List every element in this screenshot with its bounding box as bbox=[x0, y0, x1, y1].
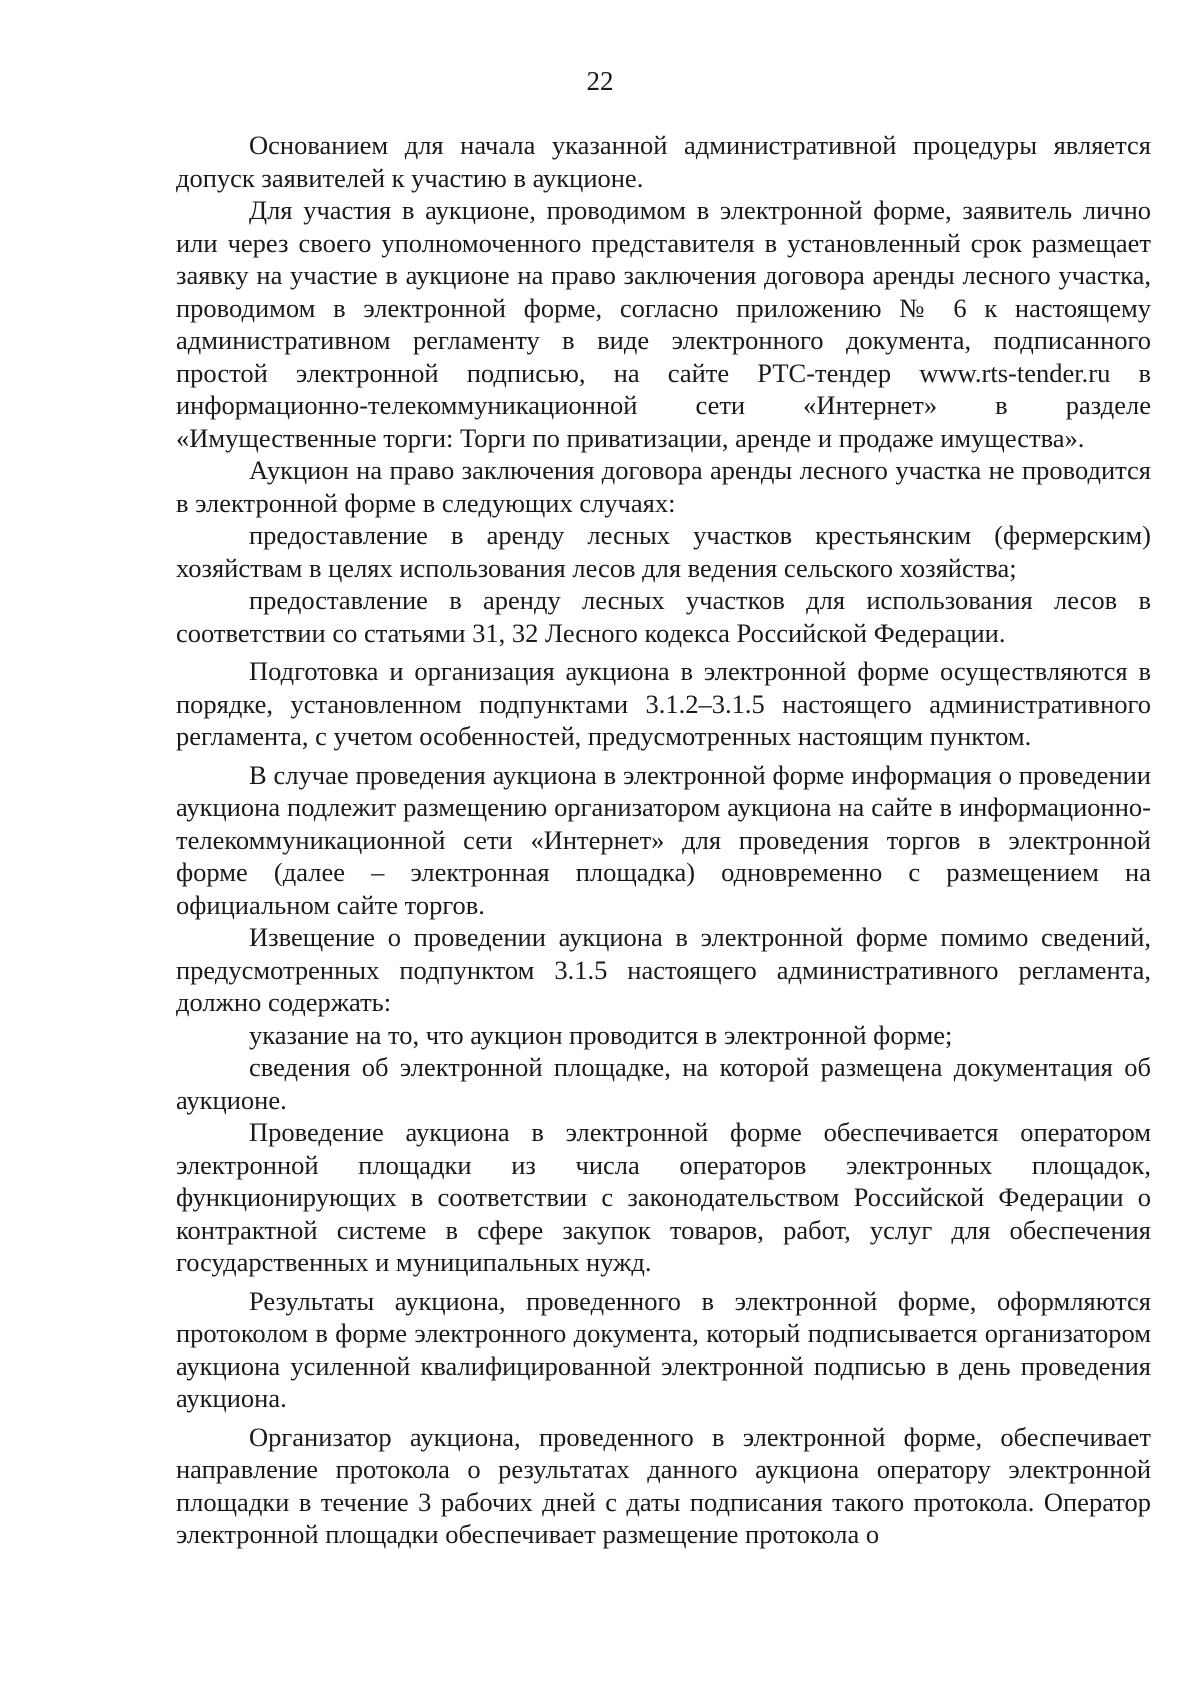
page-number: 22 bbox=[586, 66, 614, 96]
paragraph: Основанием для начала указанной административной процедуры является допуск заявителей к участию в аукционе. bbox=[176, 130, 1151, 193]
paragraph: Аукцион на право заключения договора аренды лесного участка не проводится в электронной форме в следующих случаях: bbox=[176, 455, 1151, 518]
paragraph: Проведение аукциона в электронной форме обеспечивается оператором электронной площадки из числа операторов электронных площадок, функционирующих в соответствии с законодательством Российской Федерации о контрактной системе в сфере закупок товаров, работ, услуг для обеспечения государственных и муниципальных нужд. bbox=[176, 1117, 1151, 1277]
paragraph: указание на то, что аукцион проводится в электронной форме; bbox=[249, 1019, 953, 1050]
paragraph: Для участия в аукционе, проводимом в электронной форме, заявитель лично или через своего уполномоченного представителя в установленный срок размещает заявку на участие в аукционе на право заключения договора аренды лесного участка, проводимом в электронной форме, согласно приложению № 6 к настоящему административном регламенту в виде электронного документа, подписанного простой электронной подписью, на сайте РТС-тендер www.rts-tender.ru в информационно-телекоммуникационной сети «Интернет» в разделе «Имущественные торги: Торги по приватизации, аренде и продаже имущества». bbox=[176, 195, 1151, 453]
paragraph: предоставление в аренду лесных участков для использования лесов в соответствии со статьями 31, 32 Лесного кодекса Российской Федерации. bbox=[176, 585, 1151, 648]
paragraph: предоставление в аренду лесных участков крестьянским (фермерским) хозяйствам в целях использования лесов для ведения сельского хозяйства; bbox=[176, 520, 1151, 583]
paragraph: Извещение о проведении аукциона в электронной форме помимо сведений, предусмотренных подпунктом 3.1.5 настоящего административного регламента, должно содержать: bbox=[176, 922, 1151, 1017]
paragraph: сведения об электронной площадке, на которой размещена документация об аукционе. bbox=[176, 1052, 1151, 1115]
document-body bbox=[176, 129, 1151, 1551]
paragraph: Подготовка и организация аукциона в электронной форме осуществляются в порядке, установленном подпунктами 3.1.2–3.1.5 настоящего административного регламента, с учетом особенностей, предусмотренных настоящим пунктом. bbox=[176, 656, 1151, 751]
paragraph: Результаты аукциона, проведенного в электронной форме, оформляются протоколом в форме электронного документа, который подписывается организатором аукциона усиленной квалифицированной электронной подписью в день проведения аукциона. bbox=[176, 1285, 1151, 1413]
paragraph: Организатор аукциона, проведенного в электронной форме, обеспечивает направление протокола о результатах данного аукциона оператору электронной площадки в течение 3 рабочих дней с даты подписания такого протокола. Оператор электронной площадки обеспечивает размещение протокола о bbox=[176, 1421, 1151, 1549]
paragraph: В случае проведения аукциона в электронной форме информация о проведении аукциона подлежит размещению организатором аукциона на сайте в информационно-телекоммуникационной сети «Интернет» для проведения торгов в электронной форме (далее – электронная площадка) одновременно с размещением на официальном сайте торгов. bbox=[176, 759, 1151, 920]
